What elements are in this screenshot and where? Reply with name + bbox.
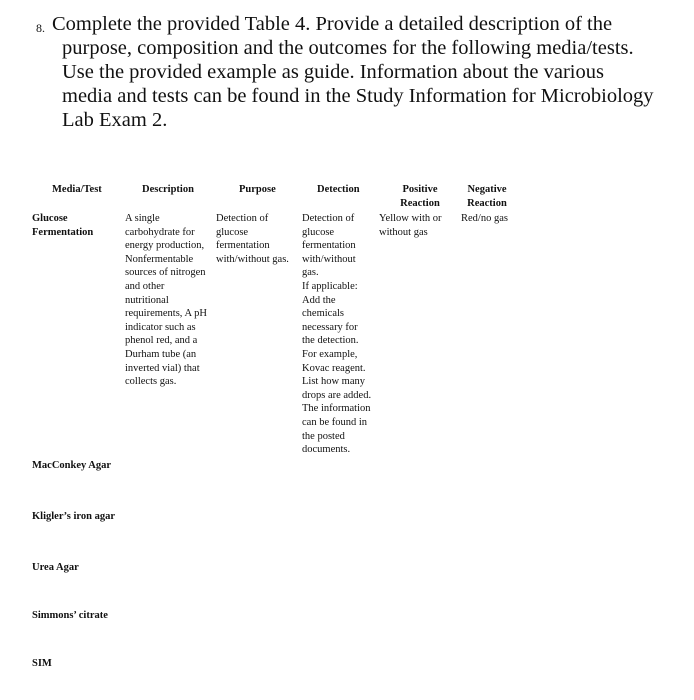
description-line: sources of nitrogen	[125, 267, 206, 279]
question-line: Lab Exam 2.	[62, 109, 168, 131]
question-line: Use the provided example as guide. Information about the various	[62, 61, 604, 83]
description-line: phenol red, and a	[125, 335, 198, 347]
example-detection	[302, 212, 371, 457]
header-negative-line: Negative	[467, 184, 507, 195]
description-line: indicator such as	[125, 321, 196, 333]
media-name-line: Fermentation	[32, 226, 94, 238]
detection-line: fermentation	[302, 240, 356, 252]
detection-line: gas.	[302, 267, 319, 279]
purpose-line: fermentation	[216, 240, 270, 252]
row-media-name: MacConkey Agar	[32, 460, 112, 471]
description-line: Nonfermentable	[125, 253, 194, 265]
header-media-test: Media/Test	[52, 184, 102, 195]
description-line: and other	[125, 280, 165, 292]
detection-line: the posted	[302, 430, 345, 442]
question-line: purpose, composition and the outcomes for the following media/tests.	[62, 37, 634, 59]
detection-line: For example,	[302, 348, 358, 360]
question-text	[52, 12, 676, 132]
example-media-name	[32, 212, 93, 239]
detection-line: Add the	[302, 294, 336, 306]
description-line: carbohydrate for	[125, 226, 195, 238]
detection-line: The information	[302, 403, 371, 415]
example-negative-reaction	[461, 212, 508, 226]
detection-line: If applicable:	[302, 280, 358, 292]
purpose-line: with/without gas.	[216, 253, 289, 265]
header-negative-line: Reaction	[467, 197, 507, 209]
description-line: inverted vial) that	[125, 362, 200, 374]
detection-line: documents.	[302, 444, 351, 456]
description-line: nutritional	[125, 294, 169, 306]
header-positive-line: Reaction	[400, 197, 440, 209]
purpose-line: glucose	[216, 226, 249, 238]
detection-line: necessary for	[302, 321, 358, 333]
detection-line: drops are added.	[302, 389, 372, 401]
detection-line: Kovac reagent.	[302, 362, 366, 374]
header-positive-line: Positive	[402, 184, 438, 195]
row-media-name: Simmons’ citrate	[32, 610, 108, 621]
detection-line: can be found in	[302, 416, 368, 428]
question-line: media and tests can be found in the Study Information for Microbiology	[62, 85, 654, 107]
row-media-name: SIM	[32, 658, 52, 669]
media-name-line: Glucose	[32, 213, 68, 224]
example-positive-reaction	[379, 212, 442, 239]
question-number: 8.	[36, 21, 45, 35]
description-line: Durham tube (an	[125, 348, 197, 360]
description-line: requirements, A pH	[125, 308, 207, 320]
purpose-line: Detection of	[216, 213, 269, 224]
detection-line: Detection of	[302, 213, 355, 224]
positive-line: without gas	[379, 226, 428, 238]
example-purpose	[216, 212, 289, 266]
detection-line: List how many	[302, 376, 365, 388]
question-line: Complete the provided Table 4. Provide a detailed description of the	[52, 13, 613, 35]
description-line: collects gas.	[125, 376, 177, 388]
detection-line: with/without	[302, 253, 356, 265]
detection-line: glucose	[302, 226, 335, 238]
header-purpose: Purpose	[239, 184, 276, 195]
header-positive-reaction	[397, 183, 443, 210]
example-description	[125, 212, 207, 389]
description-line: energy production,	[125, 240, 205, 252]
row-media-name: Urea Agar	[32, 562, 79, 573]
header-description: Description	[142, 184, 194, 195]
detection-line: the detection.	[302, 335, 359, 347]
header-detection: Detection	[317, 184, 360, 195]
detection-line: chemicals	[302, 308, 344, 320]
negative-line: Red/no gas	[461, 213, 508, 224]
header-negative-reaction	[463, 183, 511, 210]
row-media-name: Kligler’s iron agar	[32, 511, 116, 522]
positive-line: Yellow with or	[379, 213, 442, 224]
question-block	[36, 12, 676, 132]
description-line: A single	[125, 213, 160, 224]
